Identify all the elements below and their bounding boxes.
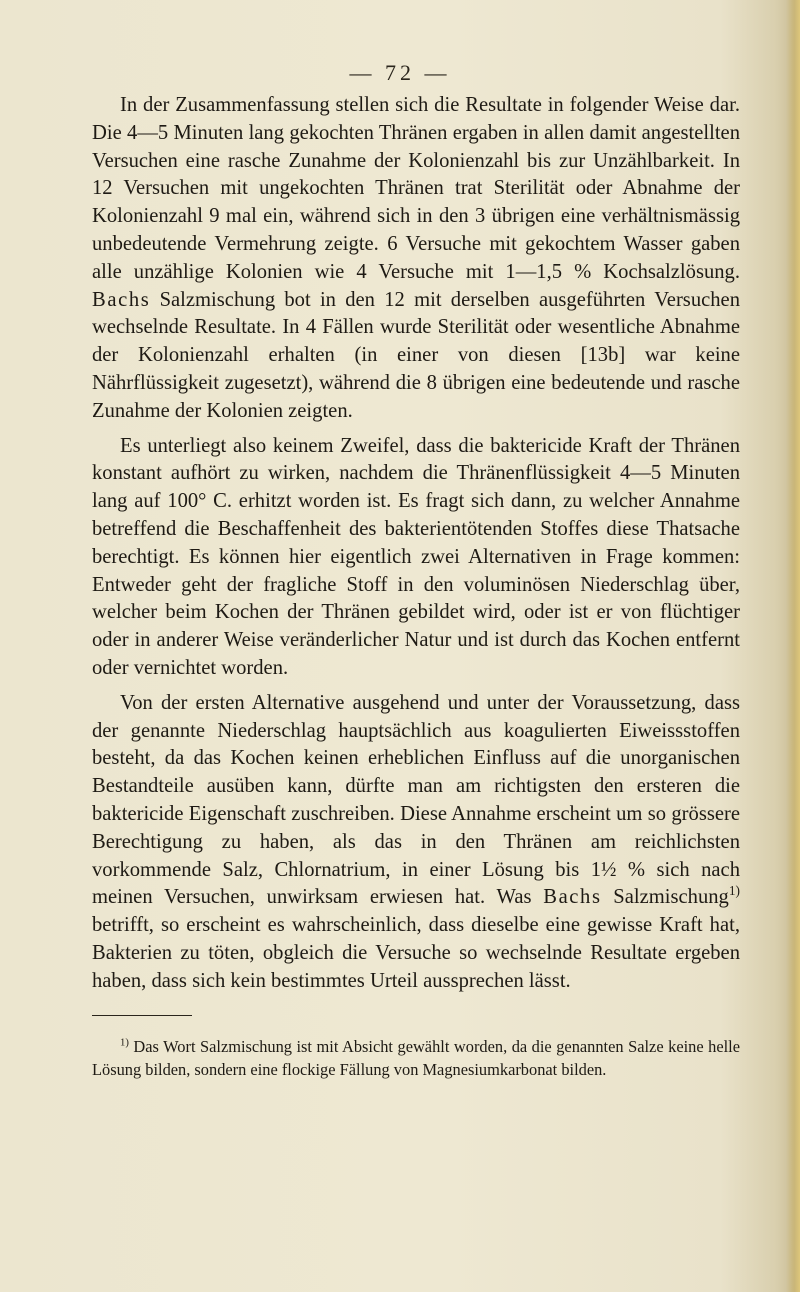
footnote-text: Das Wort Salzmischung ist mit Absicht gewählt worden, da die genannten Salze keine helle Lösung bilden, sondern eine flockige Fällung von Magnesiumkarbonat bilden.: [92, 1037, 740, 1079]
paragraph-conclusion: [92, 433, 740, 683]
paragraph-text: Es unterliegt also keinem Zweifel, dass die baktericide Kraft der Thränen konstant aufhört zu wirken, nachdem die Thränenflüssigkeit 4—5 Minuten lang auf 100° C. erhitzt worden ist. Es fragt sich dann, zu welcher Annahme betreffend die Beschaffenheit des bakterientötenden Stoffes diese Thatsache berechtigt. Es können hier eigentlich zwei Alternativen in Frage kommen: Entweder geht der fragliche Stoff in den voluminösen Niederschlag über, welcher beim Kochen der Thränen gebildet wird, oder ist er von flüchtiger oder in anderer Weise veränderlicher Natur und ist durch das Kochen entfernt oder vernichtet worden.: [92, 434, 740, 679]
footnote-marker: 1): [120, 1037, 129, 1049]
paragraph-text: Salzmischung: [601, 886, 729, 909]
page-number: — 72 —: [349, 60, 451, 85]
author-name: Bachs: [543, 886, 602, 909]
footnote-divider: [92, 1015, 192, 1016]
footnote: [92, 1035, 740, 1081]
author-name: Bachs: [92, 288, 151, 311]
page-edge-shading: [786, 0, 800, 1292]
paragraph-text: betrifft, so erscheint es wahrscheinlich, dass dieselbe eine gewisse Kraft hat, Bakterien zu töten, obgleich die Versuche so wechselnde Resultate ergeben haben, dass sich kein bestimmtes Urteil aussprechen lässt.: [92, 914, 740, 992]
paragraph-text: In der Zusammenfassung stellen sich die Resultate in folgender Weise dar. Die 4—5 Minuten lang gekochten Thränen ergaben in allen damit angestellten Versuchen eine rasche Zunahme der Kolonienzahl bis zur Unzählbarkeit. In 12 Versuchen mit ungekochten Thränen trat Sterilität oder Abnahme der Kolonienzahl 9 mal ein, während sich in den 3 übrigen eine verhältnismässig unbedeutende Vermehrung zeigte. 6 Versuche mit gekochtem Wasser gaben alle unzählige Kolonien wie 4 Versuche mit 1—1,5 % Kochsalzlösung.: [92, 94, 740, 283]
paragraph-alternatives: [92, 690, 740, 996]
body-text: [92, 92, 740, 996]
paragraph-summary: [92, 92, 740, 426]
paragraph-text: Salzmischung bot in den 12 mit derselben ausgeführten Versuchen wechselnde Resultate. In 4 Fällen wurde Sterilität oder wesentliche Abnahme der Kolonienzahl erhalten (in einer von diesen [13b] war keine Nährflüssigkeit zugesetzt), während die 8 übrigen eine bedeutende und rasche Zunahme der Kolonien zeigten.: [92, 288, 740, 422]
footnote-reference: 1): [728, 883, 741, 899]
paragraph-text: Von der ersten Alternative ausgehend und unter der Voraussetzung, dass der genannte Niederschlag hauptsächlich aus koagulierten Eiweissstoffen besteht, da das Kochen keinen erheblichen Einfluss auf die unorganischen Bestandteile ausüben kann, dürfte man am richtigsten den ersteren die baktericide Eigenschaft zuschreiben. Diese Annahme erscheint um so grössere Berechtigung zu haben, als das in den Thränen am reichlichsten vorkommende Salz, Chlornatrium, in einer Lösung bis 1½ % sich nach meinen Versuchen, unwirksam erwiesen hat. Was: [92, 691, 740, 909]
